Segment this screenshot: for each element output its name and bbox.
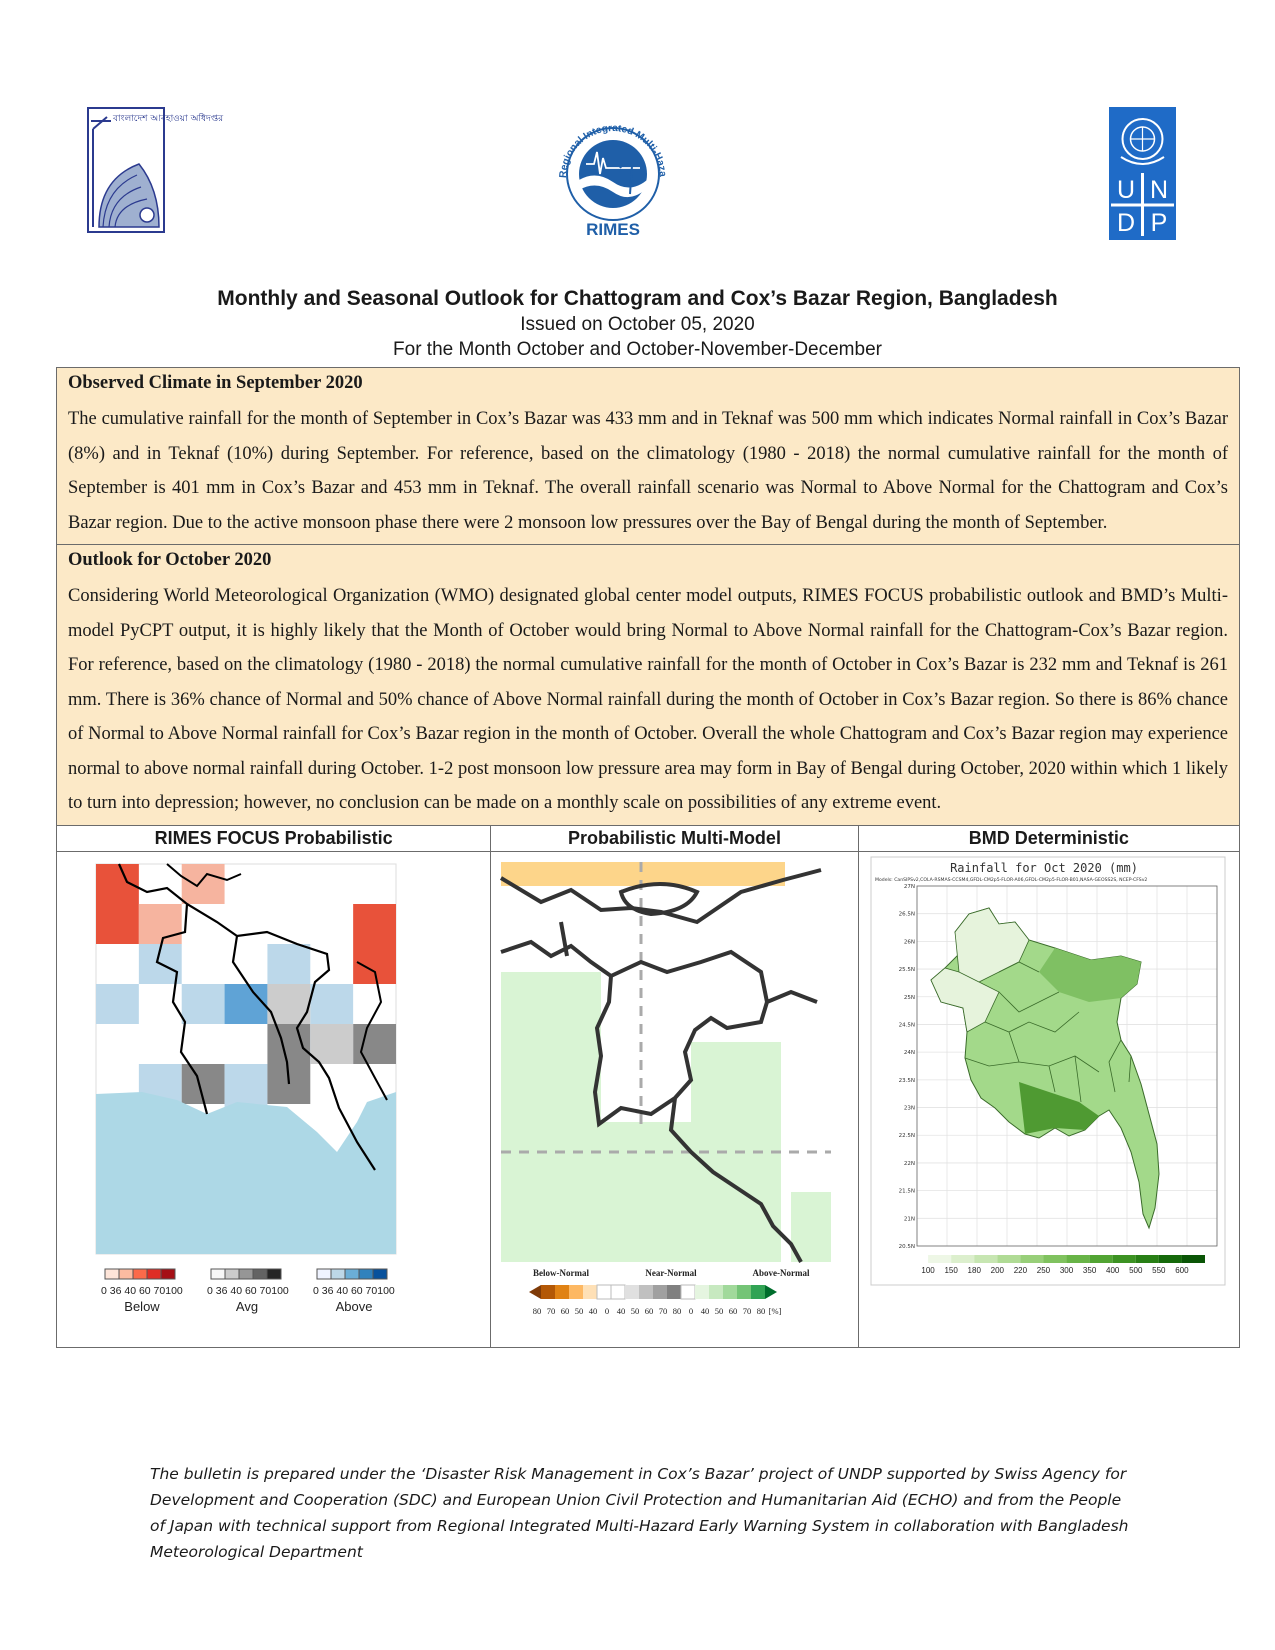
bmd-lat-label: 20.5N xyxy=(898,1243,915,1250)
multimodel-legend-tick: 40 xyxy=(589,1305,598,1316)
rimes-legend-ticks-above: 0 36 40 60 70100 xyxy=(313,1284,395,1297)
multimodel-legend-tick: 50 xyxy=(575,1305,584,1316)
bmd-lat-label: 26.5N xyxy=(898,911,915,918)
multimodel-map xyxy=(491,852,858,1347)
multimodel-legend-tick: 60 xyxy=(561,1305,570,1316)
bmd-logo-text: বাংলাদেশ আবহাওয়া অধিদপ্তর xyxy=(113,114,224,124)
bmd-models-line: Models: CanSIPSv2,COLA-RSMAS-CCSM4,GFDL-CM2p5-FLOR-A06,GFDL-CM2p5-FLOR-B01,NASA-GEOSS2S, NCEP-CFSv2 xyxy=(874,877,1147,883)
multimodel-legend-tick: 80 xyxy=(757,1305,766,1316)
bmd-lat-label: 21N xyxy=(903,1215,915,1222)
bmd-colorbar-tick: 150 xyxy=(944,1265,958,1275)
bmd-colorbar-tick: 220 xyxy=(1013,1265,1027,1275)
bmd-lat-label: 24.5N xyxy=(898,1021,915,1028)
rimes-legend-ticks-avg: 0 36 40 60 70100 xyxy=(207,1284,289,1297)
bmd-map xyxy=(859,852,1240,1347)
bmd-map-title: BMD Deterministic xyxy=(859,826,1239,852)
bmd-colorbar-tick: 350 xyxy=(1082,1265,1096,1275)
bmd-lat-label: 23.5N xyxy=(898,1077,915,1084)
rimes-legend-above-label: Above xyxy=(335,1298,373,1314)
multimodel-legend-tick: 80 xyxy=(673,1305,682,1316)
rimes-name: RIMES xyxy=(586,220,640,239)
multimodel-legend xyxy=(529,1268,810,1316)
observed-heading: Observed Climate in September 2020 xyxy=(68,373,363,393)
page-title: Monthly and Seasonal Outlook for Chattogram and Cox’s Bazar Region, Bangladesh xyxy=(217,287,1058,310)
bmd-lat-label: 22N xyxy=(903,1160,915,1167)
observed-body: The cumulative rainfall for the month of September in Cox’s Bazar was 433 mm and in Teknaf was 500 mm which indicates Normal rainfall in Cox’s Bazar (8%) and in Teknaf (10%) during September. For reference, based on the climatology (1980 - 2018) the normal cumulative rainfall for the month of September is 401 mm in Cox’s Bazar and 453 mm in Teknaf. The overall rainfall scenario was Normal to Above Normal for the Chattogram and Cox’s Bazar region. Due to the active monsoon phase there were 2 monsoon low pressures over the Bay of Bengal during the month of September. xyxy=(68,409,1228,533)
bmd-colorbar xyxy=(905,1255,1205,1263)
bmd-plot-title: Rainfall for Oct 2020 (mm) xyxy=(949,860,1138,875)
undp-letter-u: U xyxy=(1116,176,1136,204)
rimes-map xyxy=(57,852,491,1347)
issue-date: Issued on October 05, 2020 xyxy=(520,314,755,335)
bmd-colorbar-tick: 200 xyxy=(990,1265,1004,1275)
outlook-section xyxy=(57,545,1239,826)
multimodel-legend-tick: 70 xyxy=(547,1305,556,1316)
rimes-legend-ticks-below: 0 36 40 60 70100 xyxy=(101,1284,183,1297)
bmd-colorbar-tick: 250 xyxy=(1036,1265,1050,1275)
outlook-heading: Outlook for October 2020 xyxy=(68,550,272,570)
multimodel-legend-tick: 60 xyxy=(729,1305,738,1316)
multimodel-legend-tick: 40 xyxy=(617,1305,626,1316)
multimodel-legend-tick: 60 xyxy=(645,1305,654,1316)
bmd-lat-label: 26N xyxy=(903,938,915,945)
outlook-body: Considering World Meteorological Organization (WMO) designated global center model outputs, RIMES FOCUS probabilistic outlook and BMD’s Multi-model PyCPT output, it is highly likely that the Month of October would bring Normal to Above Normal rainfall for the Chattogram-Cox’s Bazar region. For reference, based on the climatology (1980 - 2018) the normal cumulative rainfall for the month of October in Cox’s Bazar is 232 mm and Teknaf is 261 mm. There is 36% chance of Normal and 50% chance of Above Normal rainfall during the month of October in Cox’s Bazar region. So there is 86% chance of Normal to Above Normal rainfall for Cox’s Bazar region in the month of October. Overall the whole Chattogram and Cox’s Bazar region may experience normal to above normal rainfall during October. 1-2 post monsoon low pressure area may form in Bay of Bengal during October, 2020 within which 1 likely to turn into depression; however, no conclusion can be made on a monthly scale on possibilities of any extreme event. xyxy=(68,586,1228,813)
undp-logo xyxy=(1109,107,1176,240)
bmd-colorbar-tick: 400 xyxy=(1105,1265,1120,1275)
rimes-logo xyxy=(548,108,678,240)
rimes-map-title: RIMES FOCUS Probabilistic xyxy=(57,826,490,852)
multimodel-legend-tick: 70 xyxy=(659,1305,668,1316)
multimodel-legend-tick: 0 xyxy=(689,1305,694,1316)
multimodel-legend-tick: 50 xyxy=(715,1305,724,1316)
rimes-legend-below-label: Below xyxy=(124,1298,160,1314)
multimodel-legend-tick: 50 xyxy=(631,1305,640,1316)
bmd-lat-label: 21.5N xyxy=(898,1188,915,1195)
multimodel-legend-above: Above-Normal xyxy=(752,1267,810,1278)
bmd-lat-label: 24N xyxy=(903,1049,915,1056)
rimes-ring-text: Regional Integrated Multi-Haza xyxy=(557,122,669,179)
maps-row xyxy=(57,826,1239,1347)
multimodel-legend-tick: [%] xyxy=(768,1305,782,1316)
rimes-legend xyxy=(101,1269,395,1314)
undp-letter-d: D xyxy=(1116,209,1136,237)
rimes-map-panel xyxy=(57,826,491,1347)
bmd-colorbar-tick: 500 xyxy=(1128,1265,1143,1275)
footer-note: The bulletin is prepared under the ‘Disaster Risk Management in Cox’s Bazar’ project of UNDP supported by Swiss Agency for Development and Cooperation (SDC) and European Union Civil Protection and Humanitarian Aid (ECHO) and from the People of Japan with technical support from Regional Integrated Multi-Hazard Early Warning System in collaboration with Bangladesh Meteorological Department xyxy=(150,1465,1129,1561)
bmd-lat-label: 25N xyxy=(903,994,915,1001)
outlook-period: For the Month October and October-November-December xyxy=(393,339,882,360)
multimodel-legend-below: Below-Normal xyxy=(533,1267,590,1278)
multimodel-map-title: Probabilistic Multi-Model xyxy=(491,826,857,852)
observed-section xyxy=(57,368,1239,545)
multimodel-map-panel xyxy=(491,826,858,1347)
bmd-colorbar-tick: 180 xyxy=(967,1265,981,1275)
bmd-logo xyxy=(87,107,224,233)
bmd-colorbar-tick: 600 xyxy=(1174,1265,1189,1275)
bmd-lat-label: 25.5N xyxy=(898,966,915,973)
bmd-lat-label: 27N xyxy=(903,883,915,890)
bmd-lat-label: 22.5N xyxy=(898,1132,915,1139)
bmd-lat-label: 23N xyxy=(903,1105,915,1112)
multimodel-legend-tick: 70 xyxy=(743,1305,752,1316)
multimodel-legend-tick: 80 xyxy=(533,1305,542,1316)
multimodel-legend-tick: 0 xyxy=(605,1305,610,1316)
multimodel-legend-tick: 40 xyxy=(701,1305,710,1316)
bmd-colorbar-tick: 550 xyxy=(1151,1265,1166,1275)
bmd-colorbar-tick: 100 xyxy=(921,1265,935,1275)
bmd-colorbar-tick: 300 xyxy=(1059,1265,1073,1275)
undp-letter-p: P xyxy=(1150,209,1168,237)
bulletin-box xyxy=(56,367,1240,1348)
rimes-legend-avg-label: Avg xyxy=(235,1298,259,1314)
title-block xyxy=(60,286,1215,362)
bmd-map-panel xyxy=(859,826,1239,1347)
undp-letter-n: N xyxy=(1149,176,1169,204)
multimodel-legend-near: Near-Normal xyxy=(645,1267,697,1278)
